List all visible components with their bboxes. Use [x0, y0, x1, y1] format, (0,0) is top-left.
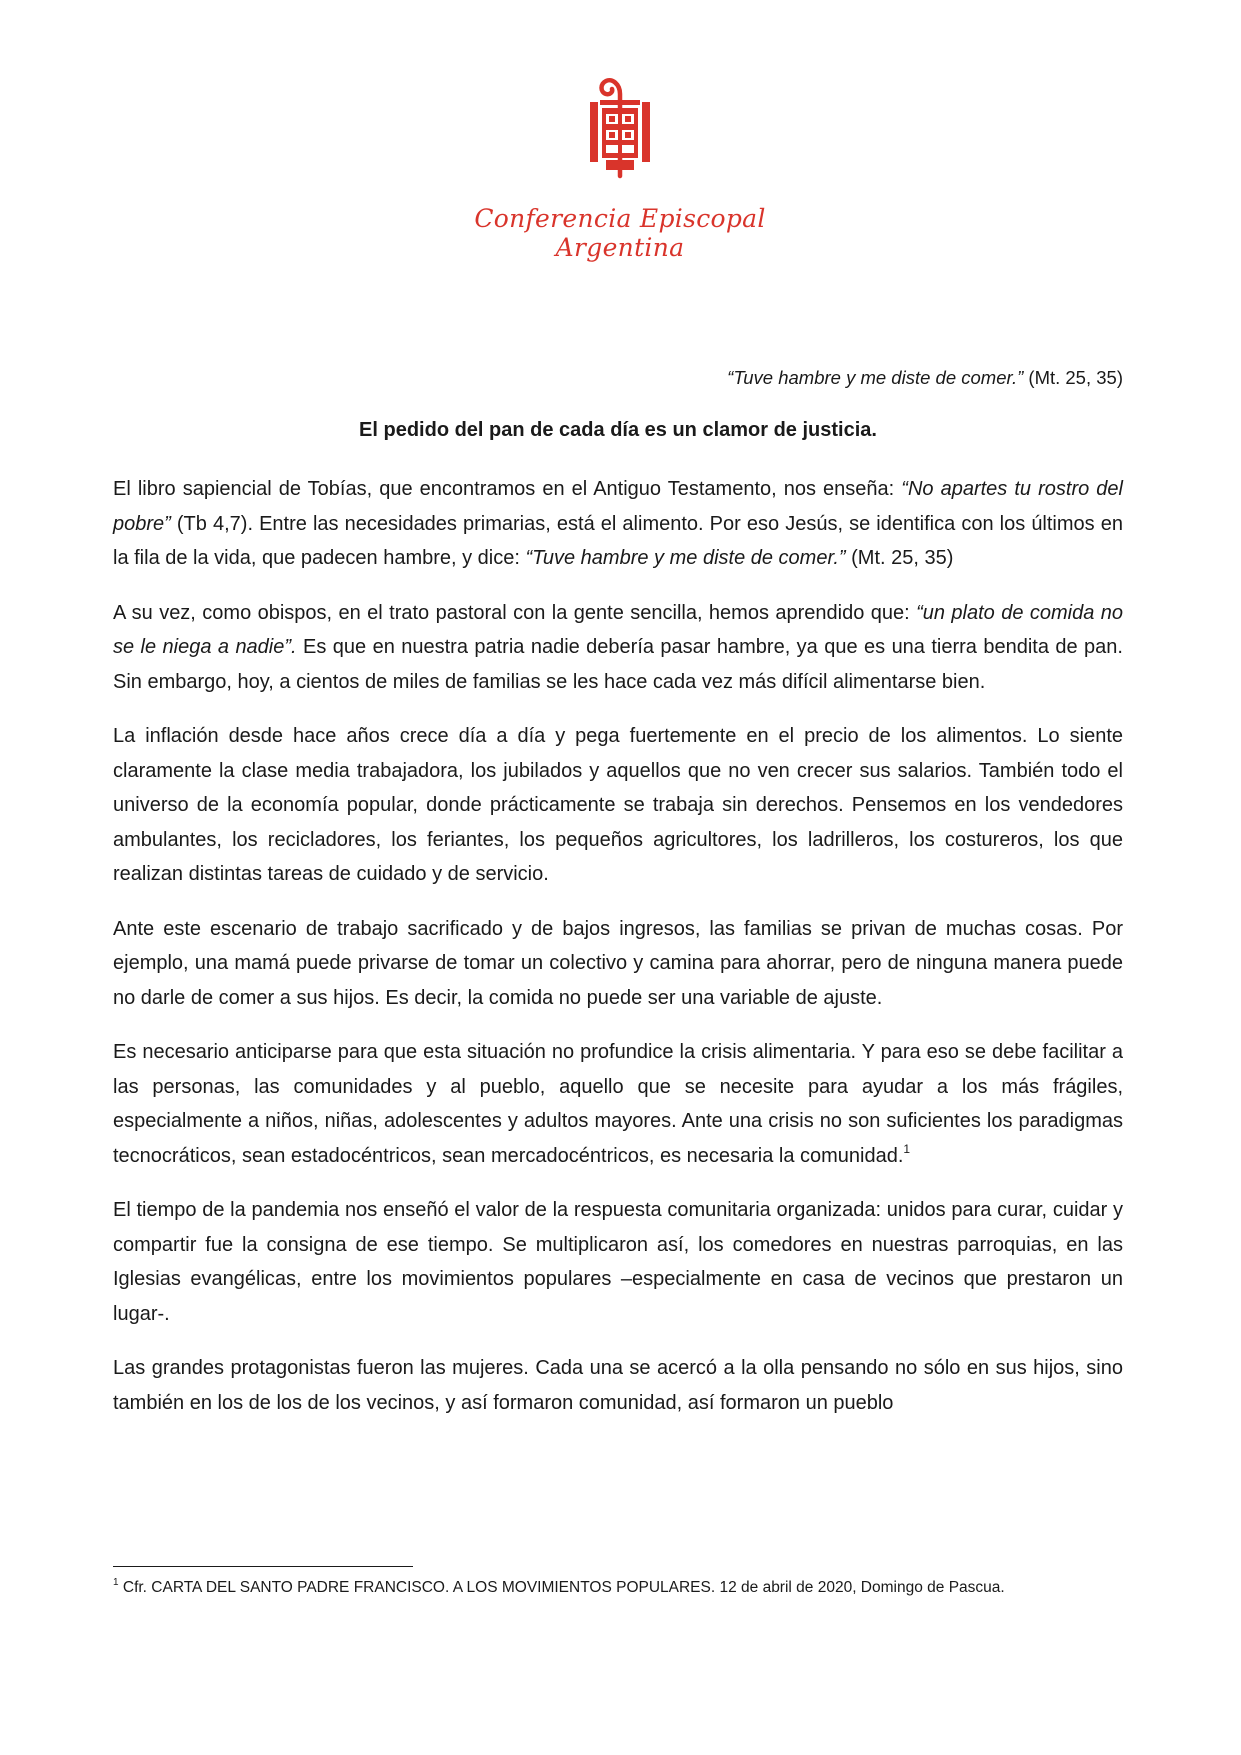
- document-title: El pedido del pan de cada día es un clamor de justicia.: [359, 419, 877, 441]
- paragraph: [113, 472, 1123, 576]
- bible-quote: “No apartes tu rostro del pobre”: [113, 478, 1123, 535]
- paragraph-text: Es necesario anticiparse para que esta situación no profundice la crisis alimentaria. Y para eso se debe facilitar a las personas, las comunidades y al pueblo, aquello que se necesite para ayudar a los más frágiles, especialmente a niños, niñas, adolescentes y adultos mayores. Ante una crisis no son suficientes los paradigmas tecnocráticos, sean estadocéntricos, sean mercadocéntricos, es necesaria la comunidad.: [113, 1041, 1123, 1167]
- quote: “un plato de comida no se le niega a nadie”.: [113, 601, 1123, 658]
- paragraph: [113, 1035, 1123, 1173]
- footnote-divider: [113, 1566, 413, 1567]
- footnote-number: 1: [113, 1577, 119, 1588]
- paragraph-text: (Tb 4,7). Entre las necesidades primarias, está el alimento. Por eso Jesús, se identifica con los últimos en la fila de la vida, que padecen hambre, y dice:: [113, 512, 1123, 569]
- paragraph-text: El libro sapiencial de Tobías, que encontramos en el Antiguo Testamento, nos enseña:: [113, 478, 902, 500]
- epigraph: [727, 367, 1123, 389]
- organization-name: Conferencia Episcopal Argentina: [474, 204, 766, 262]
- paragraph: [113, 596, 1123, 700]
- epigraph-quote: “Tuve hambre y me diste de comer.”: [727, 367, 1024, 388]
- footnote-text: Cfr. CARTA DEL SANTO PADRE FRANCISCO. A LOS MOVIMIENTOS POPULARES. 12 de abril de 2020, Domingo de Pascua.: [118, 1579, 1005, 1596]
- episcopal-crest-logo: [586, 72, 654, 184]
- paragraph: El tiempo de la pandemia nos enseñó el valor de la respuesta comunitaria organizada: unidos para curar, cuidar y compartir fue la consigna de ese tiempo. Se multiplicaron así, los comedores en nuestras parroquias, en las Iglesias evangélicas, entre los movimientos populares –especialmente en casa de vecinos que prestaron un lugar-.: [113, 1199, 1123, 1325]
- document-body: [113, 472, 1123, 1440]
- footnote-reference[interactable]: 1: [903, 1141, 911, 1156]
- epigraph-citation: (Mt. 25, 35): [1023, 367, 1123, 388]
- paragraph: Las grandes protagonistas fueron las mujeres. Cada una se acercó a la olla pensando no sólo en sus hijos, sino también en los de los de los vecinos, y así formaron comunidad, así formaron un pueblo: [113, 1357, 1123, 1414]
- bible-quote: “Tuve hambre y me diste de comer.”: [525, 547, 846, 569]
- footnote: [113, 1577, 1123, 1599]
- paragraph: La inflación desde hace años crece día a día y pega fuertemente en el precio de los alimentos. Lo siente claramente la clase media trabajadora, los jubilados y aquellos que no ven crecer sus salarios. También todo el universo de la economía popular, donde prácticamente se trabaja sin derechos. Pensemos en los vendedores ambulantes, los recicladores, los feriantes, los pequeños agricultores, los ladrilleros, los costureros, los que realizan distintas tareas de cuidado y de servicio.: [113, 725, 1123, 885]
- paragraph: Ante este escenario de trabajo sacrificado y de bajos ingresos, las familias se privan de muchas cosas. Por ejemplo, una mamá puede privarse de tomar un colectivo y camina para ahorrar, pero de ninguna manera puede no darle de comer a sus hijos. Es decir, la comida no puede ser una variable de ajuste.: [113, 917, 1123, 1009]
- paragraph-text: (Mt. 25, 35): [845, 547, 954, 569]
- paragraph-text: Es que en nuestra patria nadie debería pasar hambre, ya que es una tierra bendita de pan. Sin embargo, hoy, a cientos de miles de familias se les hace cada vez más difícil alimentarse bien.: [113, 636, 1123, 693]
- paragraph-text: A su vez, como obispos, en el trato pastoral con la gente sencilla, hemos aprendido que:: [113, 601, 917, 624]
